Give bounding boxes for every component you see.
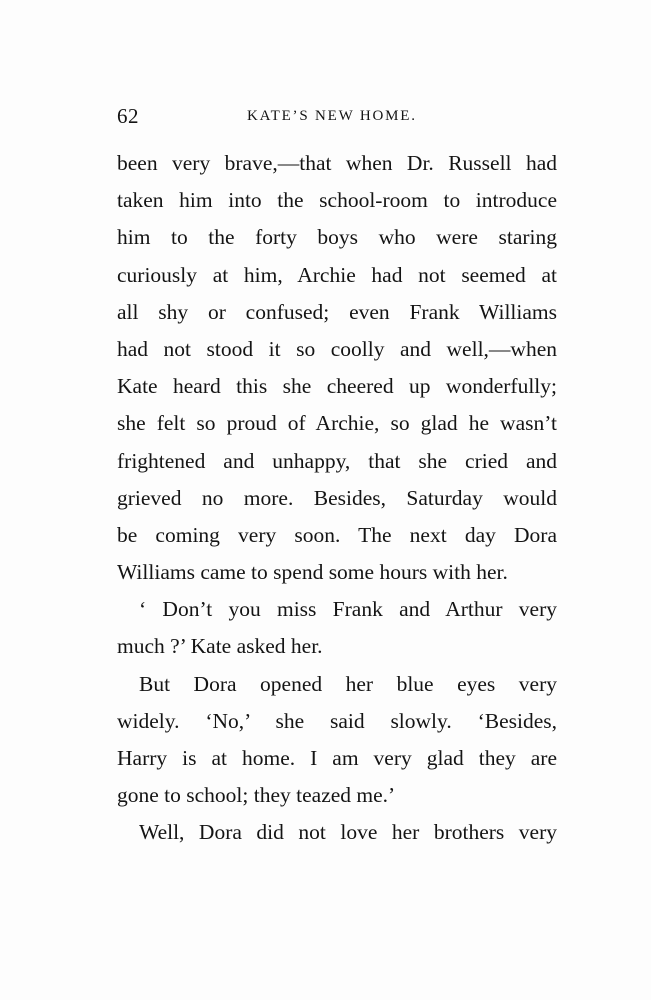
body-text	[117, 145, 557, 852]
text-line: frightened and unhappy, that she cried and	[117, 448, 557, 473]
text-line: taken him into the school-room to introduce	[117, 188, 557, 213]
text-line: him to the forty boys who were staring	[117, 225, 557, 250]
text-line: widely. ‘No,’ she said slowly. ‘Besides,	[117, 708, 557, 733]
text-line: she felt so proud of Archie, so glad he wasn’t	[117, 411, 557, 436]
running-title: KATE’S NEW HOME.	[247, 108, 417, 124]
text-line: been very brave,—that when Dr. Russell had	[117, 151, 557, 175]
text-line: much ?’ Kate asked her.	[117, 634, 323, 659]
text-line: Well, Dora did not love her brothers very	[139, 820, 557, 845]
text-line: But Dora opened her blue eyes very	[139, 671, 557, 696]
page-number: 62	[117, 104, 139, 128]
text-line: gone to school; they teazed me.’	[117, 783, 396, 808]
text-line: all shy or confused; even Frank Williams	[117, 299, 557, 324]
text-line: ‘ Don’t you miss Frank and Arthur very	[139, 597, 557, 622]
text-line: had not stood it so coolly and well,—when	[117, 336, 557, 361]
text-line: Kate heard this she cheered up wonderfully;	[117, 374, 557, 399]
text-line: curiously at him, Archie had not seemed at	[117, 262, 557, 287]
text-line: Williams came to spend some hours with her.	[117, 560, 508, 585]
text-line: be coming very soon. The next day Dora	[117, 522, 557, 547]
text-line: grieved no more. Besides, Saturday would	[117, 485, 557, 510]
text-line: Harry is at home. I am very glad they are	[117, 746, 557, 770]
page-header	[117, 104, 557, 130]
